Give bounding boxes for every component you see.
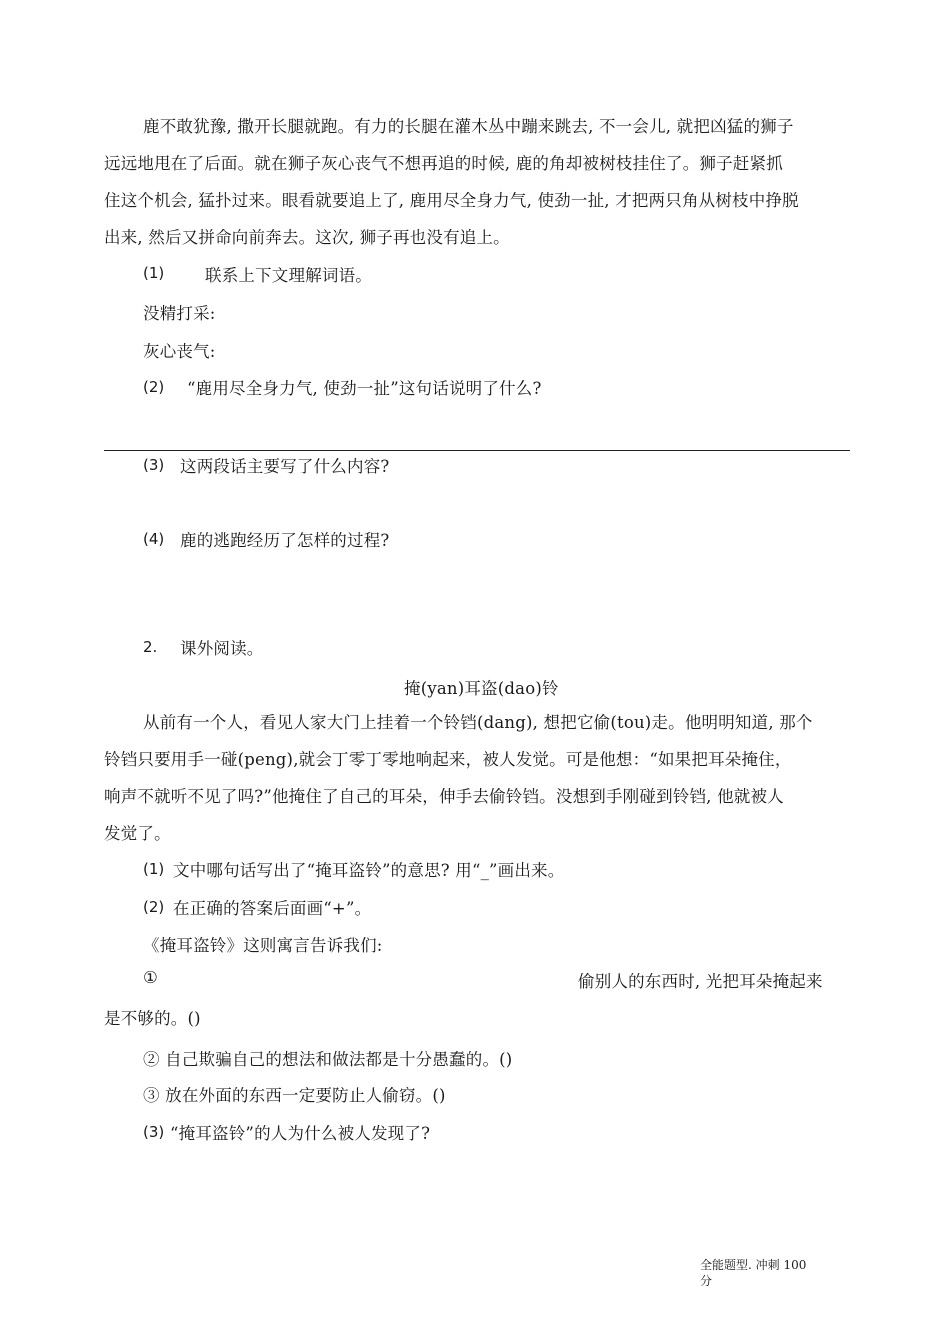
story-question-1-number: (1) (143, 860, 165, 878)
passage-line-1: 鹿不敢犹豫, 撒开长腿就跑。有力的长腿在灌木丛中蹦来跳去, 不一会儿, 就把凶猛的狮子 (143, 117, 794, 136)
passage-line-3: 住这个机会, 猛扑过来。眼看就要追上了, 鹿用尽全身力气, 使劲一扯, 才把两只角从树枝中挣脱 (104, 191, 799, 210)
option-1-continued: 是不够的。() (104, 1009, 201, 1028)
question-1-number: (1) (143, 264, 165, 282)
footer-line-1: 全能题型. 冲刺 100 (700, 1258, 807, 1272)
story-title: 掩(yan)耳盗(dao)铃 (404, 679, 559, 698)
question-4-number: (4) (143, 530, 165, 548)
passage-line-2: 远远地甩在了后面。就在狮子灰心丧气不想再追的时候, 鹿的角却被树枝挂住了。狮子赶紧抓 (104, 154, 783, 173)
story-question-1-text: 文中哪句话写出了“掩耳盗铃”的意思? 用“_”画出来。 (173, 861, 565, 880)
footer-line-2: 分 (700, 1274, 713, 1288)
section-2-number: 2. (143, 638, 158, 656)
story-question-3-text: “掩耳盗铃”的人为什么被人发现了? (170, 1124, 431, 1143)
question-3-text: 这两段话主要写了什么内容? (180, 457, 390, 476)
story-line-2: 铃铛只要用手一碰(peng),就会丁零丁零地响起来，被人发觉。可是他想：“如果把耳朵掩住， (104, 750, 792, 769)
story-line-3: 响声不就听不见了吗?”他掩住了自己的耳朵，伸手去偷铃铛。没想到手刚碰到铃铛, 他就被人 (104, 787, 784, 806)
story-line-1: 从前有一个人，看见人家大门上挂着一个铃铛(dang), 想把它偷(tou)走。他明明知道, 那个 (143, 713, 813, 732)
story-question-2-text: 在正确的答案后面画“+”。 (173, 899, 372, 918)
moral-intro: 《掩耳盗铃》这则寓言告诉我们: (143, 936, 383, 955)
question-2-number: (2) (143, 378, 165, 396)
vocab-word-1: 没精打采: (143, 304, 216, 323)
question-3-number: (3) (143, 456, 165, 474)
story-question-2-number: (2) (143, 898, 165, 916)
section-2-title: 课外阅读。 (180, 639, 264, 658)
option-1-mark: ① (143, 968, 158, 987)
story-line-4: 发觉了。 (104, 824, 171, 843)
option-1-text: 偷别人的东西时, 光把耳朵掩起来 (578, 972, 823, 991)
passage-line-4: 出来, 然后又拼命向前奔去。这次, 狮子再也没有追上。 (104, 228, 510, 247)
question-1-text: 联系上下文理解词语。 (205, 266, 372, 285)
question-4-text: 鹿的逃跑经历了怎样的过程? (180, 531, 390, 550)
option-2: ② 自己欺骗自己的想法和做法都是十分愚蠢的。() (143, 1050, 513, 1069)
question-2-text: “鹿用尽全身力气, 使劲一扯”这句话说明了什么? (187, 379, 542, 398)
answer-line (104, 450, 850, 451)
story-question-3-number: (3) (143, 1123, 165, 1141)
vocab-word-2: 灰心丧气: (143, 342, 216, 361)
option-3: ③ 放在外面的东西一定要防止人偷窃。() (143, 1086, 446, 1105)
